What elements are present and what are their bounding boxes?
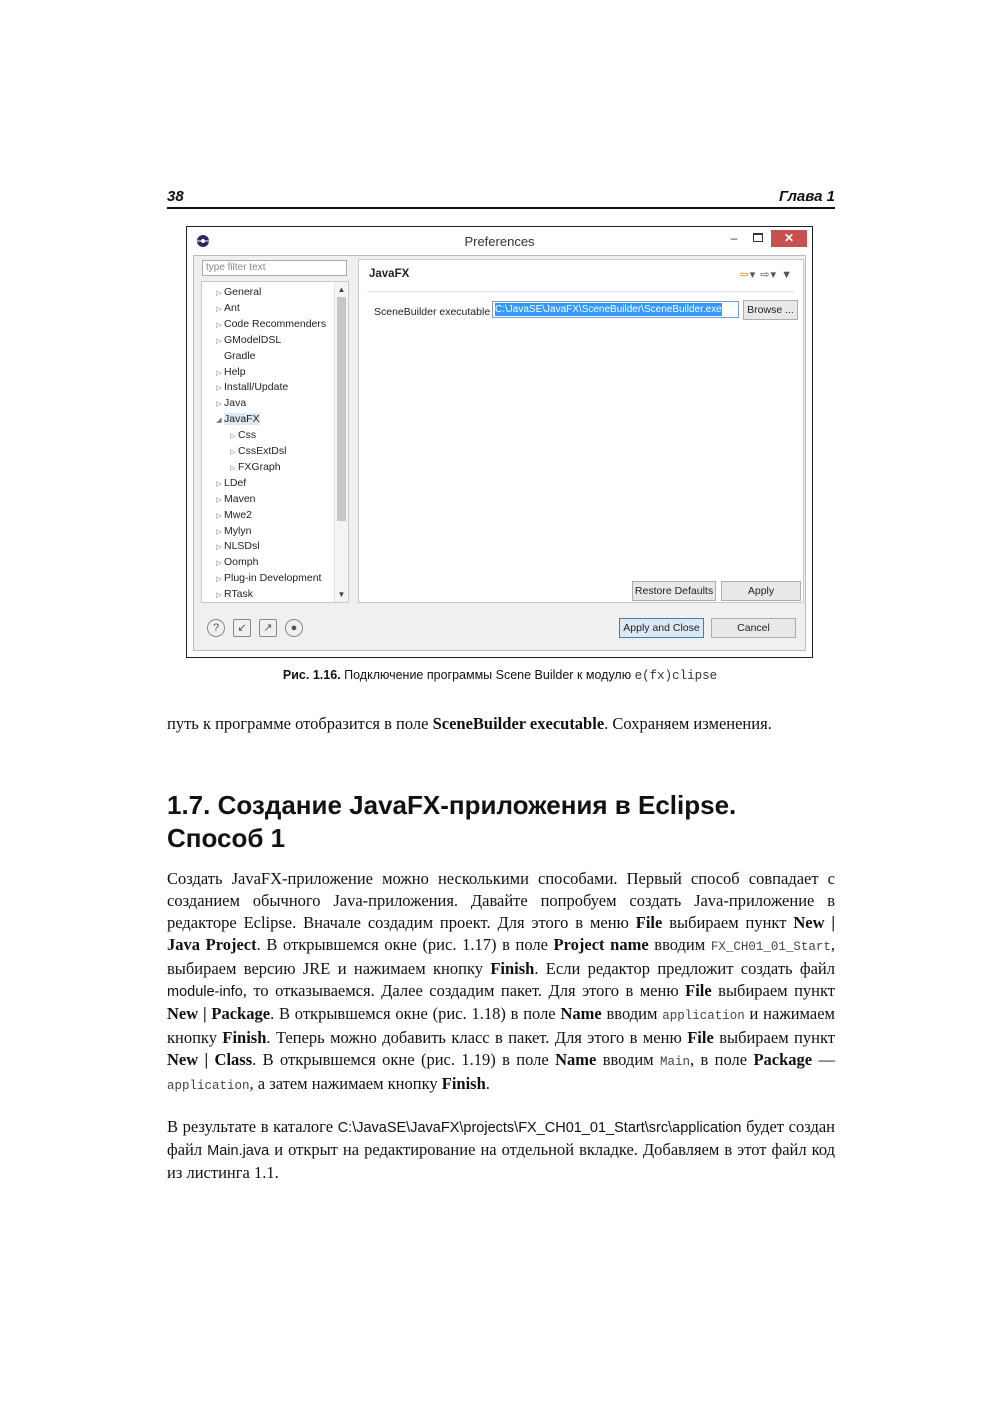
back-arrow-icon[interactable]: ⇦ bbox=[739, 269, 750, 281]
browse-button[interactable]: Browse ... bbox=[743, 300, 798, 320]
collapsed-arrow-icon[interactable]: ▷ bbox=[216, 528, 222, 536]
bold-run: Finish bbox=[222, 1028, 267, 1047]
tree-item[interactable] bbox=[228, 459, 281, 475]
bold-run: File bbox=[685, 981, 712, 1000]
text-run: выбираем пункт bbox=[711, 981, 835, 1000]
figure-caption bbox=[0, 668, 1000, 683]
caption-code: e(fx)clipse bbox=[634, 669, 718, 683]
collapsed-arrow-icon[interactable]: ▷ bbox=[216, 512, 222, 520]
collapsed-arrow-icon[interactable]: ▷ bbox=[216, 544, 222, 552]
collapsed-arrow-icon[interactable]: ▷ bbox=[230, 433, 236, 441]
bold-run: Name bbox=[560, 1004, 602, 1023]
tree-item[interactable] bbox=[214, 538, 260, 554]
tree-item-label: GModelDSL bbox=[224, 333, 282, 346]
tree-scrollbar[interactable] bbox=[334, 282, 348, 602]
bold-run: Project name bbox=[553, 935, 649, 954]
forward-arrow-icon[interactable]: ⇨ bbox=[760, 269, 771, 281]
collapsed-arrow-icon[interactable]: ▷ bbox=[216, 337, 222, 345]
record-icon[interactable]: ● bbox=[285, 619, 303, 637]
collapsed-arrow-icon[interactable]: ▷ bbox=[216, 560, 222, 568]
filename-run: Main.java bbox=[207, 1143, 270, 1159]
scenebuilder-path-input[interactable] bbox=[492, 301, 739, 318]
text-run: , в поле bbox=[690, 1050, 754, 1069]
tree-item[interactable] bbox=[228, 443, 286, 459]
text-run: . Сохраняем изменения. bbox=[604, 714, 772, 733]
text-run: вводим bbox=[648, 935, 711, 954]
text-run: В результате в каталоге bbox=[167, 1117, 338, 1136]
text-run: , выбираем версию JRE и нажимаем кнопку bbox=[167, 935, 835, 978]
path-run: C:\JavaSE\JavaFX\projects\FX_CH01_01_Start\src\application bbox=[337, 1120, 742, 1136]
text-run: будет создан файл bbox=[167, 1117, 835, 1159]
text-run: . Если редактор предложит создать файл bbox=[534, 959, 835, 978]
bold-run: Name bbox=[555, 1050, 597, 1069]
caption-text: Подключение программы Scene Builder к модулю bbox=[344, 668, 632, 682]
back-dropdown-icon[interactable]: ▾ bbox=[749, 269, 757, 281]
collapsed-arrow-icon[interactable]: ▷ bbox=[216, 305, 222, 313]
bold-run: File bbox=[687, 1028, 714, 1047]
window-title: Preferences bbox=[464, 234, 535, 249]
text-run: Создать JavaFX-приложение можно несколькими способами. Первый способ совпадает с созданием обычного Java-приложения. Давайте попробуем создать Java-приложение в редакторе Eclipse. Вначале создадим проект. Для этого в меню bbox=[167, 869, 835, 932]
text-run: , то отказываемся. Далее создадим пакет. Для этого в меню bbox=[242, 981, 686, 1000]
collapsed-arrow-icon[interactable]: ▷ bbox=[216, 385, 222, 393]
tree-item[interactable] bbox=[214, 348, 256, 364]
collapsed-arrow-icon[interactable]: ▷ bbox=[216, 592, 222, 600]
tree-item-label: Java bbox=[224, 397, 247, 410]
tree-item-label: Ant bbox=[224, 301, 240, 314]
scroll-thumb[interactable] bbox=[337, 297, 346, 521]
apply-button[interactable]: Apply bbox=[721, 581, 801, 601]
code-run: Main bbox=[659, 1055, 690, 1069]
section-title: JavaFX bbox=[369, 268, 410, 280]
paragraph-1 bbox=[167, 713, 835, 735]
tree-item-label: NLSDsl bbox=[224, 540, 260, 553]
tree-item-label: Oomph bbox=[224, 556, 259, 569]
tree-item-label: CssExtDsl bbox=[238, 445, 287, 457]
code-run: FX_CH01_01_Start bbox=[710, 940, 831, 954]
tree-item-label: Maven bbox=[224, 492, 256, 505]
close-button[interactable]: ✕ bbox=[771, 230, 807, 247]
caption-prefix: Рис. 1.16. bbox=[282, 668, 341, 682]
tree-item-label: Help bbox=[224, 365, 246, 378]
tree-item-label: Css bbox=[238, 429, 257, 442]
code-run: application bbox=[662, 1009, 745, 1023]
collapsed-arrow-icon[interactable]: ▷ bbox=[216, 321, 222, 329]
filter-input[interactable]: type filter text bbox=[202, 260, 347, 276]
tree-item[interactable] bbox=[214, 475, 246, 491]
paragraph-2 bbox=[167, 868, 835, 1097]
paragraph-3 bbox=[167, 1116, 835, 1184]
tree-item[interactable] bbox=[214, 411, 260, 427]
text-run: . В открывшемся окне (рис. 1.18) в поле bbox=[270, 1004, 561, 1023]
apply-and-close-button[interactable]: Apply and Close bbox=[619, 618, 704, 638]
text-run: и открыт на редактирование на отдельной вкладке. Добавляем в этот файл код из листинга 1.1. bbox=[167, 1140, 835, 1182]
bold-run: SceneBuilder executable bbox=[432, 714, 605, 733]
text-run: . Теперь можно добавить класс в пакет. Для этого в меню bbox=[266, 1028, 688, 1047]
collapsed-arrow-icon[interactable]: ▷ bbox=[230, 449, 236, 456]
scroll-up-icon[interactable]: ▲ bbox=[337, 285, 346, 294]
tree-item-label: General bbox=[224, 286, 262, 298]
text-run: . bbox=[485, 1074, 490, 1093]
bold-run: Finish bbox=[441, 1074, 486, 1093]
text-run: выбираем пункт bbox=[713, 1028, 835, 1047]
maximize-icon bbox=[753, 233, 763, 242]
text-run: вводим bbox=[596, 1050, 660, 1069]
code-run: application bbox=[167, 1079, 250, 1093]
tree-item[interactable] bbox=[214, 586, 253, 602]
filename-run: module-info bbox=[167, 984, 243, 1000]
text-run: выбираем пункт bbox=[662, 913, 794, 932]
window-titlebar bbox=[187, 227, 812, 255]
tree-item-label: Mylyn bbox=[224, 524, 252, 537]
tree-item-label: RTask bbox=[224, 588, 253, 601]
bottom-toolbar bbox=[207, 618, 311, 637]
import-icon[interactable]: ↙ bbox=[233, 619, 251, 637]
tree-item-label: Mwe2 bbox=[224, 508, 253, 521]
text-run: — bbox=[812, 1050, 835, 1069]
tree-item[interactable] bbox=[214, 364, 246, 380]
forward-dropdown-icon[interactable]: ▾ bbox=[770, 269, 778, 281]
collapsed-arrow-icon[interactable]: ▷ bbox=[216, 290, 222, 297]
section-heading: 1.7. Создание JavaFX-приложения в Eclipse. Способ 1 bbox=[167, 790, 737, 853]
tree-item[interactable] bbox=[214, 379, 288, 395]
tree-item[interactable] bbox=[214, 507, 252, 523]
view-menu-icon[interactable]: ▼ bbox=[781, 269, 793, 281]
tree-item[interactable] bbox=[214, 395, 246, 411]
collapsed-arrow-icon[interactable]: ▷ bbox=[216, 576, 222, 584]
bold-run: New | Java Project bbox=[167, 913, 835, 954]
tree-item-label: LDef bbox=[224, 476, 247, 489]
minimize-button[interactable]: – bbox=[730, 231, 738, 245]
bold-run: Finish bbox=[490, 959, 535, 978]
bold-run: New | Class bbox=[167, 1050, 253, 1069]
bold-run: Package bbox=[753, 1050, 813, 1069]
tree-item-label: FXGraph bbox=[238, 460, 281, 473]
collapsed-arrow-icon[interactable]: ▷ bbox=[216, 401, 222, 409]
text-run: вводим bbox=[601, 1004, 663, 1023]
tree-item[interactable] bbox=[214, 554, 258, 570]
tree-item-label: Code Recommenders bbox=[224, 317, 327, 330]
tree-item[interactable] bbox=[228, 427, 256, 443]
expanded-arrow-icon[interactable]: ◢ bbox=[216, 417, 222, 425]
collapsed-arrow-icon[interactable]: ▷ bbox=[230, 464, 236, 472]
scenebuilder-path-value: C:\JavaSE\JavaFX\SceneBuilder\SceneBuilder.exe bbox=[495, 304, 722, 315]
text-run: . В открывшемся окне (рис. 1.17) в поле bbox=[256, 935, 554, 954]
bold-run: New | Package bbox=[167, 1004, 271, 1023]
tree-item-label: Gradle bbox=[224, 349, 256, 362]
nav-arrows bbox=[739, 268, 793, 281]
chapter-title: Глава 1 bbox=[778, 188, 835, 205]
divider bbox=[367, 291, 795, 292]
restore-defaults-button[interactable]: Restore Defaults bbox=[632, 581, 716, 601]
tree-item[interactable] bbox=[214, 284, 261, 300]
export-icon[interactable]: ↗ bbox=[259, 619, 277, 637]
maximize-button[interactable] bbox=[747, 230, 769, 247]
text-run: путь к программе отобразится в поле bbox=[167, 714, 433, 733]
scenebuilder-label: SceneBuilder executable bbox=[374, 306, 491, 318]
bold-run: File bbox=[635, 913, 663, 932]
page-number: 38 bbox=[167, 188, 184, 205]
tree-item-label: JavaFX bbox=[224, 413, 260, 426]
help-icon[interactable]: ? bbox=[207, 619, 225, 637]
tree-item[interactable] bbox=[214, 300, 240, 316]
tree-item-label: Plug-in Development bbox=[224, 572, 322, 585]
text-run: , а затем нажимаем кнопку bbox=[249, 1074, 442, 1093]
javafx-page bbox=[358, 259, 804, 603]
tree-item[interactable] bbox=[214, 332, 281, 348]
scroll-down-icon[interactable]: ▼ bbox=[337, 590, 346, 599]
tree-item[interactable] bbox=[214, 316, 326, 332]
text-run: . В открывшемся окне (рис. 1.19) в поле bbox=[252, 1050, 556, 1069]
cancel-button[interactable]: Cancel bbox=[711, 618, 796, 638]
collapsed-arrow-icon[interactable]: ▷ bbox=[216, 480, 222, 488]
preferences-screenshot bbox=[186, 226, 813, 658]
page-header bbox=[167, 187, 835, 209]
preferences-tree bbox=[201, 281, 349, 603]
tree-item[interactable] bbox=[214, 523, 251, 539]
tree-item[interactable] bbox=[214, 491, 256, 507]
collapsed-arrow-icon[interactable]: ▷ bbox=[216, 496, 222, 504]
tree-item[interactable] bbox=[214, 570, 321, 586]
tree-item-label: Install/Update bbox=[224, 381, 289, 394]
collapsed-arrow-icon[interactable]: ▷ bbox=[216, 369, 222, 377]
window-body bbox=[193, 255, 806, 651]
text-run: и нажимаем кнопку bbox=[167, 1004, 835, 1047]
